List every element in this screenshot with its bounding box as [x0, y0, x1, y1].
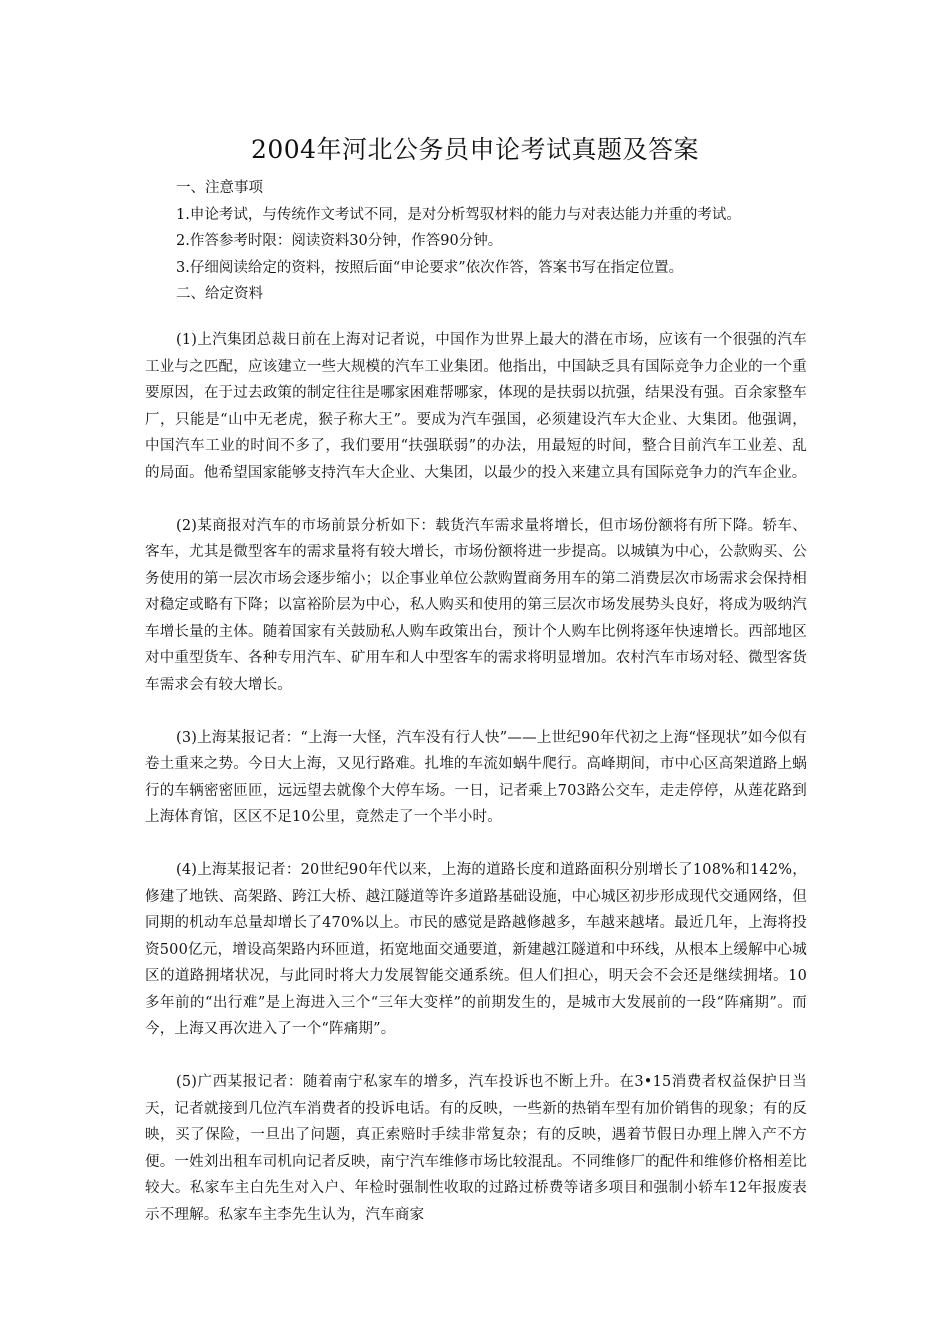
notes-heading: 一、注意事项 — [176, 180, 263, 196]
material-paragraph-5: (5)广西某报记者：随着南宁私家车的增多，汽车投诉也不断上升。在3•15消费者权益保护日当天，记者就接到几位汽车消费者的投诉电话。有的反映，一些新的热销车型有加价销售的现象；有的反映，买了保险，一旦出了问题，真正索赔时手续非常复杂；有的反映，遇着节假日办理上牌入产不方便。一姓刘出租车司机向记者反映，南宁汽车维修市场比较混乱。不同维修厂的配件和维修价格相差比较大。私家车主白先生对入户、年检时强制性收取的过路过桥费等诸多项目和强制小轿车12年报废表示不理解。私家车主李先生认为，汽车商家 — [145, 1074, 807, 1223]
material-paragraph-2: (2)某商报对汽车的市场前景分析如下：载货汽车需求量将增长，但市场份额将有所下降。轿车、客车，尤其是微型客车的需求量将有较大增长，市场份额将进一步提高。以城镇为中心，公款购买、公务使用的第一层次市场会逐步缩小；以企事业单位公款购置商务用车的第二消费层次市场需求会保持相对稳定或略有下降；以富裕阶层为中心，私人购买和使用的第三层次市场发展势头良好，将成为吸纳汽车增长量的主体。随着国家有关鼓励私人购车政策出台，预计个人购车比例将逐年快速增长。西部地区对中重型货车、各种专用汽车、矿用车和人中型客车的需求将明显增加。农村汽车市场对轻、微型客货车需求会有较大增长。 — [145, 517, 807, 693]
document-title: 2004年河北公务员申论考试真题及答案 — [250, 135, 700, 164]
material-paragraph-3: (3)上海某报记者：“上海一大怪，汽车没有行人快”——上世纪90年代初之上海“怪现状”如今似有卷土重来之势。今日大上海，又见行路难。扎堆的车流如蜗牛爬行。高峰期间，市中心区高架道路上蜗行的车辆密密匝匝，远远望去就像个大停车场。一日，记者乘上703路公交车，走走停停，从莲花路到上海体育馆，区区不足10公里，竟然走了一个半小时。 — [145, 729, 807, 825]
note-item-1: 1.申论考试，与传统作文考试不同，是对分析驾驭材料的能力与对表达能力并重的考试。 — [176, 206, 741, 223]
exam-notes — [176, 175, 846, 308]
note-item-3: 3.仔细阅读给定的资料，按照后面“申论要求”依次作答，答案书写在指定位置。 — [176, 259, 684, 276]
material-paragraph-1: (1)上汽集团总裁日前在上海对记者说，中国作为世界上最大的潜在市场，应该有一个很强的汽车工业与之匹配，应该建立一些大规模的汽车工业集团。他指出，中国缺乏具有国际竞争力企业的一个重要原因，在于过去政策的制定往往是哪家困难帮哪家，体现的是扶弱以抗强，结果没有强。百余家整车厂，只能是“山中无老虎，猴子称大王”。要成为汽车强国，必须建设汽车大企业、大集团。他强调，中国汽车工业的时间不多了，我们要用“扶强联弱”的办法，用最短的时间，整合目前汽车工业差、乱的局面。他希望国家能够支持汽车大企业、大集团，以最少的投入来建立具有国际竞争力的汽车企业。 — [145, 332, 807, 481]
material-paragraph-4: (4)上海某报记者：20世纪90年代以来，上海的道路长度和道路面积分别增长了108%和142%，修建了地铁、高架路、跨江大桥、越江隧道等许多道路基础设施，中心城区初步形成现代交通网络，但同期的机动车总量却增长了470%以上。市民的感觉是路越修越多，车越来越堵。最近几年，上海将投资500亿元，增设高架路内环匝道，拓宽地面交通要道，新建越江隧道和中环线，从根本上缓解中心城区的道路拥堵状况，与此同时将大力发展智能交通系统。但人们担心，明天会不会还是继续拥堵。10多年前的“出行难”是上海进入三个“三年大变样”的前期发生的，是城市大发展前的一段“阵痛期”。而今，上海又再次进入了一个“阵痛期”。 — [145, 862, 807, 1037]
materials-heading: 二、给定资料 — [176, 286, 263, 302]
note-item-2: 2.作答参考时限：阅读资料30分钟，作答90分钟。 — [176, 233, 503, 249]
given-materials — [145, 327, 807, 1255]
